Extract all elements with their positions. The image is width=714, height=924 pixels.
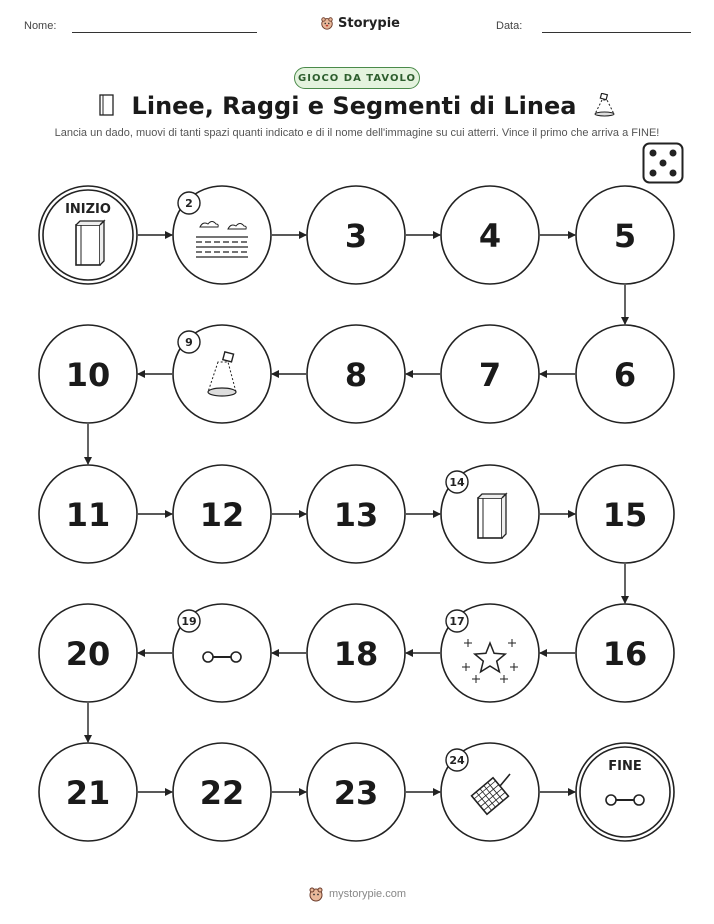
- board-space-8[interactable]: [307, 325, 405, 423]
- space-number: 19: [181, 615, 197, 628]
- title-text: Linee, Raggi e Segmenti di Linea: [131, 92, 577, 120]
- space-number: 17: [449, 615, 465, 628]
- book-icon: [76, 221, 104, 265]
- space-number: 11: [65, 496, 111, 534]
- space-number: 16: [602, 635, 648, 673]
- board-space-3[interactable]: [307, 186, 405, 284]
- space-number: 14: [449, 476, 465, 489]
- space-number: 5: [613, 217, 637, 255]
- space-circle: [576, 743, 674, 841]
- storypie-mascot-icon: [308, 886, 324, 902]
- board-space-4[interactable]: [441, 186, 539, 284]
- footer-url[interactable]: mystorypie.com: [328, 888, 407, 900]
- board-space-12[interactable]: [173, 465, 271, 563]
- board-space-23[interactable]: [307, 743, 405, 841]
- game-type-badge: GIOCO DA TAVOLO: [294, 67, 420, 89]
- board-space-1[interactable]: [39, 186, 137, 284]
- date-label: Data:: [496, 20, 523, 32]
- board-space-14[interactable]: [441, 465, 539, 563]
- board-space-11[interactable]: [39, 465, 137, 563]
- space-number: 2: [185, 197, 193, 210]
- board-space-17[interactable]: [441, 604, 539, 702]
- space-label: FINE: [608, 759, 642, 774]
- space-number: 12: [199, 496, 245, 534]
- space-number: 15: [602, 496, 648, 534]
- space-number: 7: [478, 356, 502, 394]
- board-space-2[interactable]: [173, 186, 271, 284]
- board-space-25[interactable]: [576, 743, 674, 841]
- board-space-24[interactable]: [441, 743, 539, 841]
- space-number: 4: [478, 217, 502, 255]
- board-space-21[interactable]: [39, 743, 137, 841]
- space-number: 13: [333, 496, 379, 534]
- space-number: 10: [65, 356, 111, 394]
- board-space-5[interactable]: [576, 186, 674, 284]
- board-space-13[interactable]: [307, 465, 405, 563]
- space-number: 20: [65, 635, 111, 673]
- board-space-19[interactable]: [173, 604, 271, 702]
- board-space-10[interactable]: [39, 325, 137, 423]
- space-number: 3: [344, 217, 368, 255]
- space-number: 8: [344, 356, 368, 394]
- space-number: 9: [185, 336, 193, 349]
- board-space-22[interactable]: [173, 743, 271, 841]
- board-space-15[interactable]: [576, 465, 674, 563]
- space-number: 18: [333, 635, 379, 673]
- space-number: 6: [613, 356, 637, 394]
- board-space-7[interactable]: [441, 325, 539, 423]
- book-icon: [478, 494, 506, 538]
- name-label: Nome:: [24, 20, 57, 32]
- space-number: 21: [65, 774, 111, 812]
- board-space-6[interactable]: [576, 325, 674, 423]
- instructions: Lancia un dado, muovi di tanti spazi quanti indicato e di il nome dell'immagine su cui atterri. Vince il primo che arriva a FINE!: [54, 127, 660, 139]
- space-number: 24: [449, 754, 465, 767]
- board-space-20[interactable]: [39, 604, 137, 702]
- space-number: 23: [333, 774, 379, 812]
- board-space-18[interactable]: [307, 604, 405, 702]
- brand-name: Storypie: [338, 15, 400, 31]
- footer: [0, 886, 714, 902]
- space-number: 22: [199, 774, 245, 812]
- board-space-16[interactable]: [576, 604, 674, 702]
- board-space-9[interactable]: [173, 325, 271, 423]
- space-label: INIZIO: [65, 202, 111, 217]
